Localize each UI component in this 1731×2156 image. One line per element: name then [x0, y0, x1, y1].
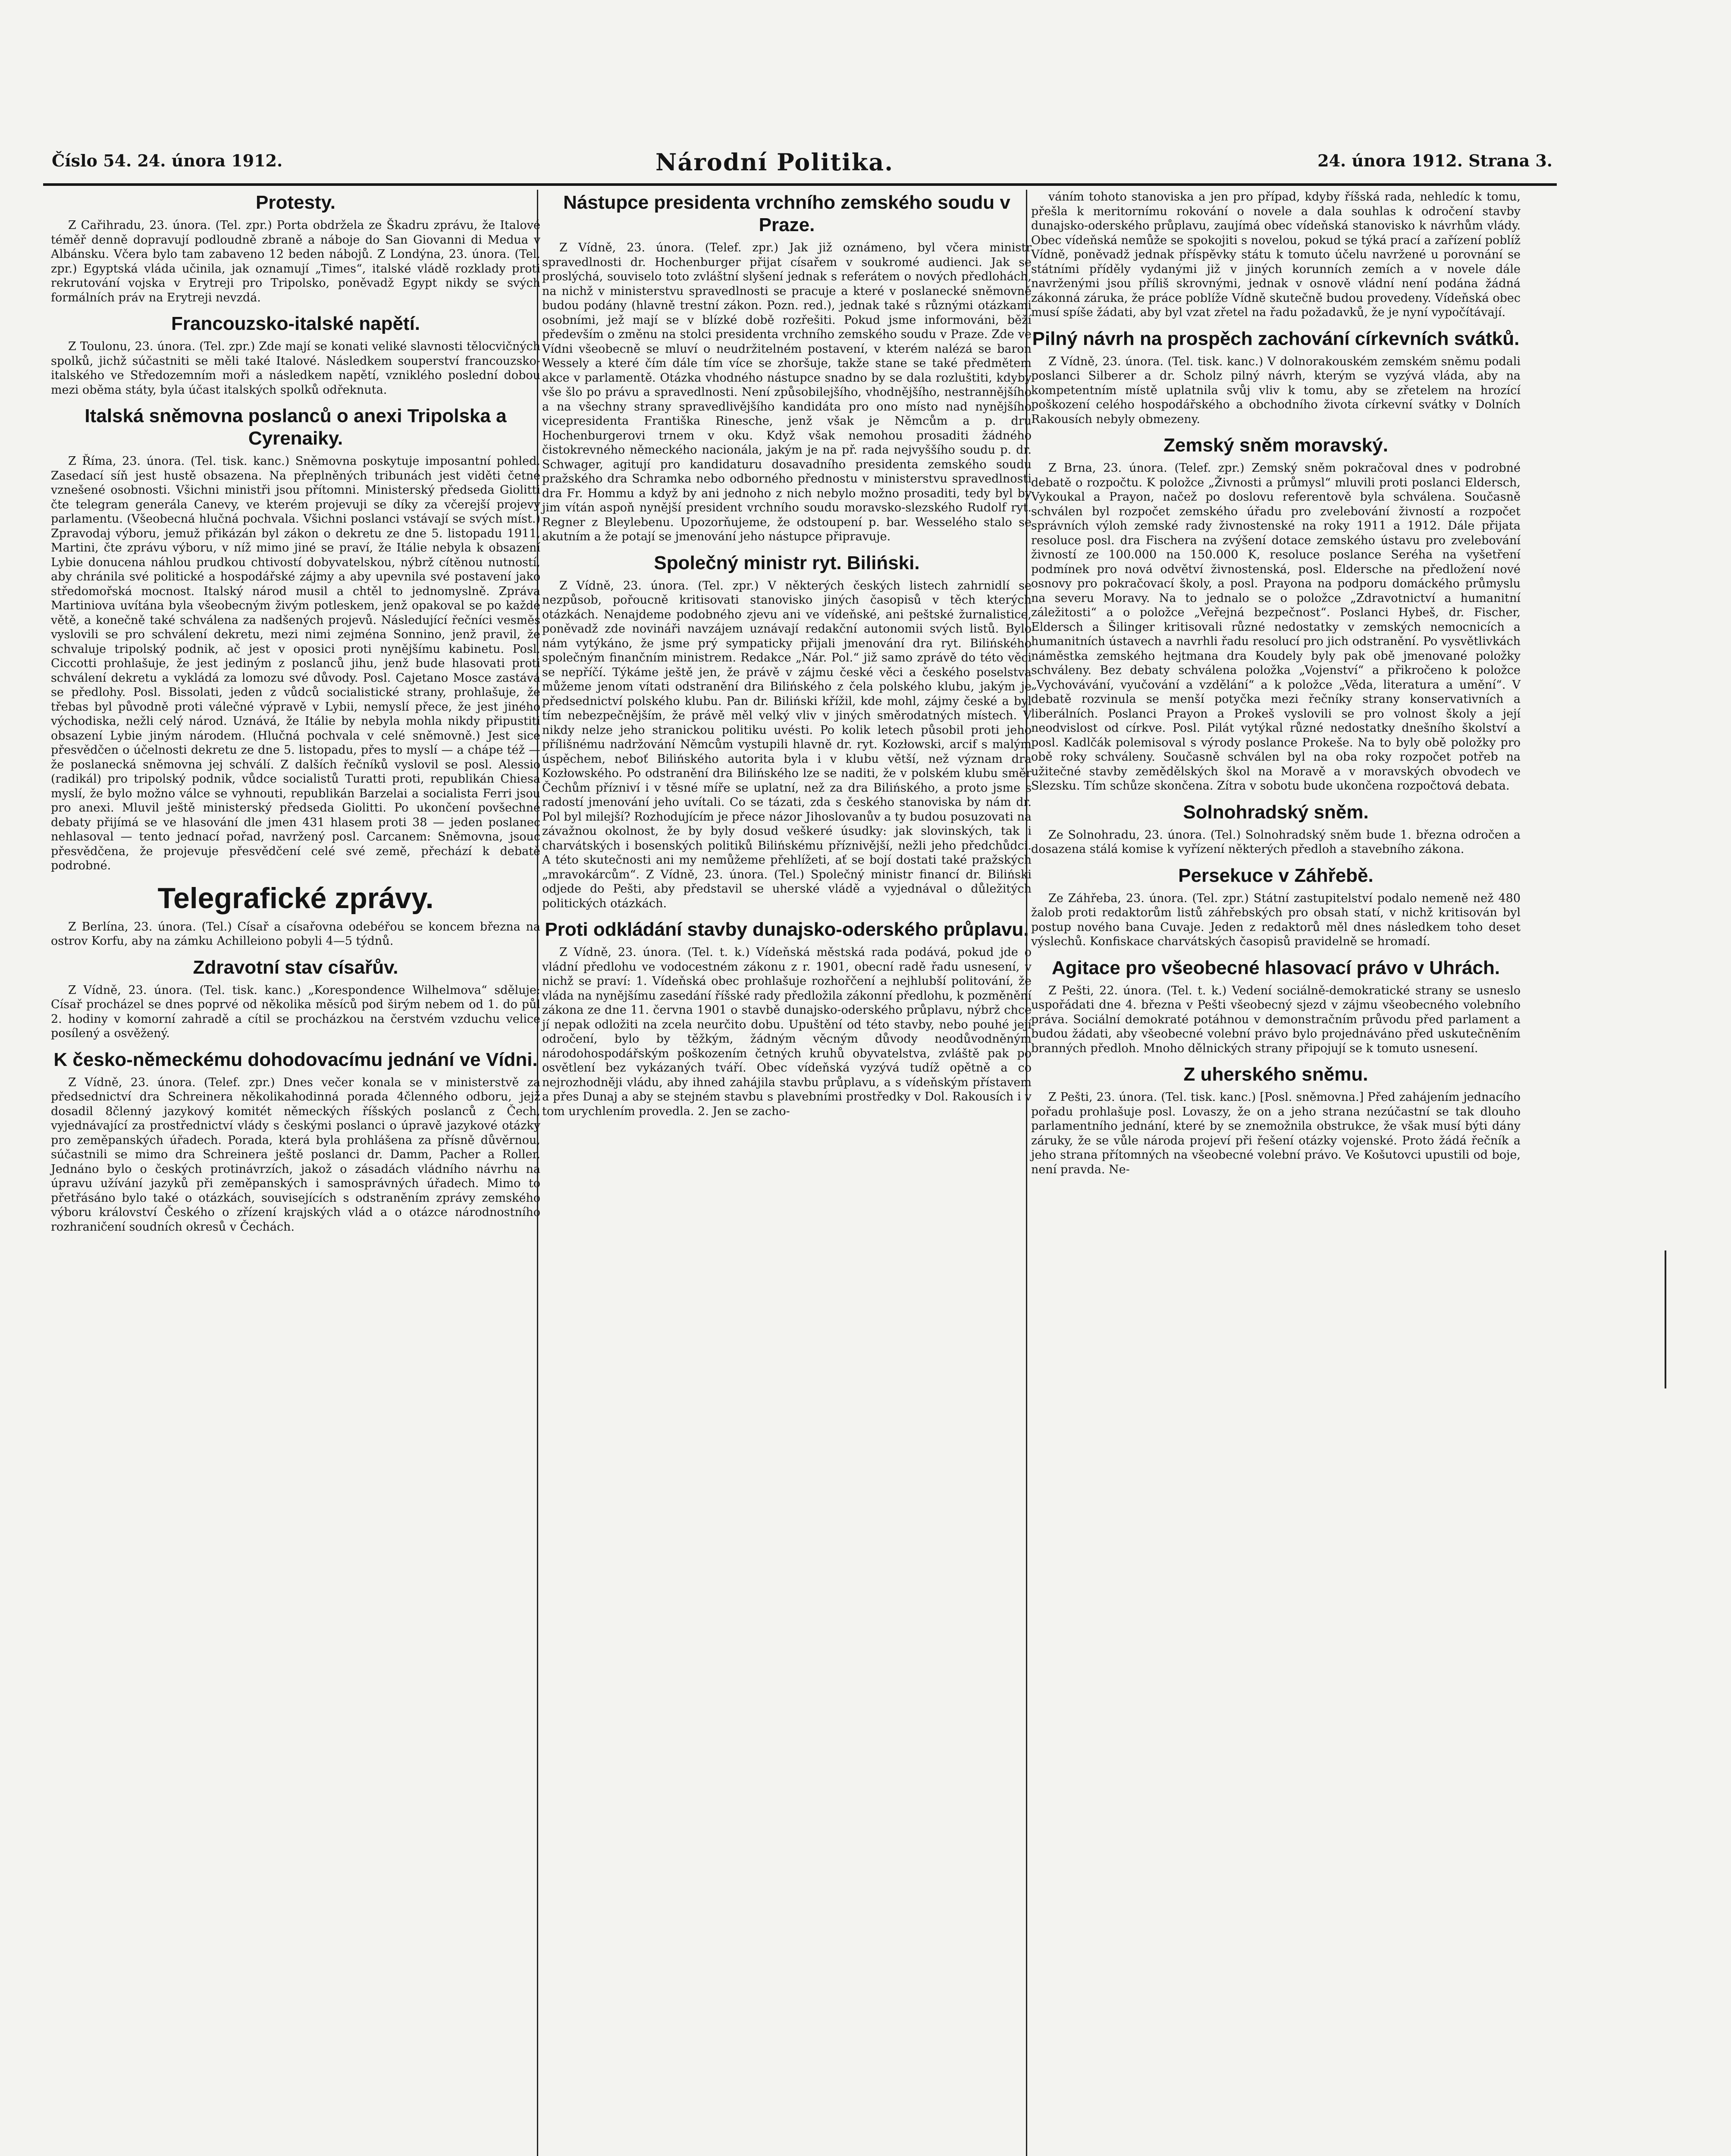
article-body: Z Vídně, 23. února. (Tel. t. k.) Vídeňská městská rada podává, pokud jde o vládní předlohu ve vodocestném zákonu z r. 1901, obecní radě řadu usnesení, v nichž se praví: 1. Vídeňská obec prohlašuje rozhořčení a nejhlubší politování, že vláda na nynějšímu zasedání říšské rady předložila zákonní předlohu, k pozměnění zákona ze dne 11. června 1901 o stavbě dunajsko-oderského průplavu, nýbrž chce jí nepak odložiti na zcela neurčito dobu. Upuštění od této stavby, nebo pouhé její odročení, bylo by těžkým, žádným věcným důvody neodůvodněným národohospodářským poškozením četných kruhů obyvatelstva, zvláště pak po osvětlení bez vykázaných tváří. Obec vídeňská vyzývá tudíž opětně a co nejrozhodněji vládu, aby ihned zahájila stavbu průplavu, a s vídeňským přístavem a přes Dunaj a aby se stejném stavbu s plavebními prostředky v Dol. Rakousích i v tom urychlením provedla. 2. Jen se zacho- [542, 946, 1032, 1118]
article [542, 191, 1032, 544]
article [51, 313, 540, 397]
date-and-page: 24. února 1912. Strana 3. [1317, 151, 1552, 170]
column-middle [542, 190, 1032, 1126]
article [51, 191, 540, 305]
article-body: Z Pešti, 23. února. (Tel. tisk. kanc.) [Posl. sněmovna.] Před zahájením jednacího pořadu prohlašuje posl. Lovaszy, že on a jeho strana nezúčastní se tak dlouho parlamentního jednání, které by se znemožnila obstrukce, že však musí býti dány záruky, že se vůle národa projeví při řešení otázky vojenské. Proto žádá řečník a jeho strana přítomných na všeobecné volební právo. Ve Košutovci upustili od boje, není pravda. Ne- [1031, 1091, 1521, 1176]
article-headline: Společný ministr ryt. Biliński. [654, 552, 920, 573]
article-body: Z Vídně, 23. února. (Tel. tisk. kanc.) „Korespondence Wilhelmova“ sděluje: Císař procházel se dnes poprvé od několika měsíců pod širým nebem od 1. do půl 2. hodiny v komorní zahradě a cítil se procházkou na čerstvém vzduchu velice posílený a osvěžený. [51, 983, 540, 1040]
article-body: váním tohoto stanoviska a jen pro případ, kdyby říšská rada, nehledíc k tomu, přešla k meritornímu rokování o novele a dala souhlas k odročení stavby dunajsko-oderského průplavu, zaujímá obec vídeňská stanovisko k návrhům vlády. Obec vídeňská nemůže se spokojiti s novelou, pokud se týká prací a zařízení poblíž Vídně, poněvadž jednak příspěvky státu k tomuto účelu navržené u porovnání se státními příděly vydanými již v jiných korunních zemích a v novele dále navrženými jsou příliš skrovnými, jednak v osnově vládní není podána žádná zákonná záruka, že práce poblíže Vídně skutečně budou provedeny. Vídeňská obec musí spíše žádati, aby byl vzat zřetel na řadu požadavků, že je nyní vypočítávají. [1031, 190, 1521, 319]
column-left [51, 190, 540, 1242]
article-headline: Pilný návrh na prospěch zachování církevních svátků. [1032, 328, 1520, 349]
article [1031, 434, 1521, 793]
article [1031, 328, 1521, 427]
article-headline: Nástupce presidenta vrchního zemského soudu v Praze. [563, 192, 1010, 235]
article-headline: Persekuce v Záhřebě. [1178, 865, 1374, 886]
article [542, 552, 1032, 911]
article-body: Z Berlína, 23. února. (Tel.) Císař a císařovna odebéřou se koncem března na ostrov Korfu, aby na zámku Achilleiono pobyli 4—5 týdnů. [51, 920, 540, 948]
article-headline: K česko-německému dohodovacímu jednání ve Vídni. [53, 1049, 538, 1070]
header-rule [43, 183, 1557, 186]
article-headline: Solnohradský sněm. [1183, 801, 1369, 823]
article [51, 1049, 540, 1235]
article [51, 956, 540, 1041]
article-headline: Italská sněmovna poslanců o anexi Tripolska a Cyrenaiky. [85, 405, 507, 449]
article-headline: Z uherského sněmu. [1183, 1064, 1368, 1085]
article-headline: Zdravotní stav císařův. [193, 956, 398, 978]
page-header [52, 148, 1552, 181]
article-body: Z Pešti, 22. února. (Tel. t. k.) Vedení sociálně-demokratické strany se usneslo uspořádati dne 4. března v Pešti všeobecný sjezd v zájmu všeobecného volebního práva. Sociální demokraté potáhnou v demonstračním průvodu před parlament a budou žádati, aby všeobecné volební právo bylo projednáváno před uskutečněním branných předloh. Mnoho dělnických strany připojují se k tomuto usnesení. [1031, 984, 1521, 1055]
article-body: Ze Záhřeba, 23. února. (Tel. zpr.) Státní zastupitelství podalo nemeně než 480 žalob proti redaktorům listů záhřebských pro obsah statí, v nichž kritisován byl postup nového bana Cuvaje. Jeden z redaktorů měl dnes následkem toho deset výslechů. Konfiskace charvátských časopisů pravidelně se hromadí. [1031, 891, 1521, 948]
article-body: Ze Solnohradu, 23. února. (Tel.) Solnohradský sněm bude 1. března odročen a dosazena stálá komise k vyřízení některých předloh a stavebního zákona. [1031, 828, 1521, 856]
article [1031, 1063, 1521, 1177]
article-headline: Agitace pro všeobecné hlasovací právo v Uhrách. [1051, 957, 1500, 978]
margin-scratch [1665, 1250, 1666, 1388]
article [1031, 190, 1521, 320]
article-body: Z Vídně, 23. února. (Tel. zpr.) V některých českých listech zahrnidlí se nezpůsob, pořoucně kritisovati stanovisko jiných časopisů v těch kterých otázkách. Nenajdeme podobného zjevu ani ve vídeňské, ani peštské žurnalistice, poněvadž zde novináři navzájem uznávají redakční autonomii svých listů. Bylo nám vytýkáno, že jsme prý sympaticky přijali jmenování dra ryt. Bilińského společným finančním ministrem. Redakce „Nár. Pol.“ již samo zprávě do této věci se nepříčí. Týkáme ještě jen, že právě v zájmu české věci a českého poselstva můžeme jenom vítati odstranění dra Bilińského z čela polského klubu, jakým je předsednictví polského klubu. Pan dr. Biliński křížil, kde mohl, zájmy české a byl tím nebezpečnějším, že právě měl velký vliv v jiných směrodatných místech. V nikdy nelze jeho stranickou politiku uvésti. Po kolik letech působil proti jeho přílišnému nadržování Němcům vystupili hlavně dr. ryt. Kozłowski, arcif s malým úspěchem, neboť Bilińského autorita byla i v klubu větší, než význam dra Kozłowského. Po odstranění dra Bilińského lze se naditi, že v polském klubu směr Čechům přízniví i v těsné míře se uplatní, než za dra Bilińského, a proto jsme s radostí jmenování jeho uvítali. Co se tázati, zda s českého stanoviska by nám dr. Pol byl milejší? Rozhodujícím je přece názor Jihoslovanův a ty budou posuzovati na závažnou okolnost, že by byly dosud veškeré úsudky: jak slovinských, tak i charvátských i bosenských politiků Bilińskému příznivější, nežli jeho předchůdci. A této skutečnosti ani my nemůžeme přehlížeti, ať se bojí dostati také pražských „mravokárcům“. Z Vídně, 23. února. (Tel.) Společný ministr financí dr. Biliński odjede do Pešti, aby představil se uherské vládě a vyjednával o důležitých politických otázkách. [542, 579, 1032, 910]
article-headline: Telegrafické zprávy. [157, 881, 434, 915]
article [1031, 957, 1521, 1056]
article-body: Z Vídně, 23. února. (Tel. tisk. kanc.) V dolnorakouském zemském sněmu podali poslanci Silberer a dr. Scholz pilný návrh, kterým se vyzývá vláda, aby na kompetentním místě uplatnila svůj vliv k tomu, aby se zřetelem na hrozící poškození celého hospodářského a obchodního života církevní svátky v Dolních Rakousích nebyly obmezeny. [1031, 354, 1521, 426]
issue-number: Číslo 54. 24. února 1912. [52, 151, 283, 170]
article-body: Z Brna, 23. února. (Telef. zpr.) Zemský sněm pokračoval dnes v podrobné debatě o rozpočtu. K položce „Živnosti a průmysl“ mluvili proti poslanci Eldersch, Vykoukal a Prayon, načež po doslovu referentově byla schválena. Současně schválen byl rozpočet zemského úřadu pro zvelebování živností a rozpočet správních výloh zemské rady živnostenské na roky 1911 a 1912. Dále přijata resoluce posl. dra Fischera na zvýšení dotace zemského ústavu pro zvelebování živností ze 100.000 na 150.000 K, resoluce poslance Seréha na vyšetření podmínek pro nová odvětví živnostenská, posl. Eldersche na předložení nové osnovy pro pokračovací školy, a posl. Prayona na podporu domáckého průmyslu na severu Moravy. Na to jednalo se o položce „Zdravotnictví a humanitní záležitosti“ a o položce „Veřejná bezpečnost“. Poslanci Hybeš, dr. Fischer, Eldersch a Šilinger kritisovali různé nedostatky v zemských nemocnicích a humanitních ústavech a navrhli řadu resolucí pro jich odstranění. Po vysvětlivkách náměstka zemského hejtmana dra Koudely byly pak obě jmenované položky schváleny. Bez debaty schválena položka „Vojenství“ a přikročeno k položce „Vychovávání, vyučování a vzdělání“ a k položce „Věda, literatura a umění“. V debatě rozvinula se menší potyčka mezi řečníky strany konservativních a liberálních. Poslanci Prayon a Prokeš vyslovili se pro volnost školy a její neodvislost od církve. Posl. Pilát vytýkal různé nedostatky dnešního školství a posl. Kadlčák polemisoval s výrody poslance Prokeše. Na to byly obě položky pro obě roky schváleny. Současně schválen byl na oba roky rozpočet potřeb na užitečné stavby zemědělských škol na Moravě a v moravských obvodech ve Slezsku. Tím schůze skončena. Zítra v sobotu bude ukončena rozpočtová debata. [1031, 461, 1521, 793]
article-body: Z Vídně, 23. února. (Telef. zpr.) Jak již oznámeno, byl včera ministr spravedlnosti dr. Hochenburger přijat císařem v soukromé audienci. Jak se proslýchá, souviselo toto zvláštní slyšení jednak s referátem o nových předlohách, na nichž v ministerstvu spravedlnosti se pracuje a které v poslanecké sněmovně budou podány (hlavně trestní zákon. Pozn. red.), jednak také s různými otázkami osobními, jež mají se v blízké době rozřešiti. Pokud jsme informováni, běží především o změnu na stolci presidenta vrchního zemského soudu v Praze. Zde ve Vídni všeobecně se mluví o neudržitelném postavení, v kterém nalézá se baron Wessely a které čím dále tím více se zhoršuje, takže stane se také předmětem akce v parlamentě. Otázka vhodného nástupce snadno by se dala rozluštiti, kdyby vše šlo po právu a spravedlnosti. Není způsobilejšího, vhodnějšího, nestrannějšího a na všechny strany spravedlivějšího kandidáta pro ono místo nad nynějšího vicepresidenta Františka Rinesche, jenž však je Němcům a p. dru Hochenburgerovi trnem v oku. Když však nemohou prosaditi žádného čistokrevného německého nacionála, jakým je na př. rada nejvyššího soudu p. dr. Schwager, agitují pro kandidaturu dosavadního presidenta zemského soudu pražského dra Schramka nebo odborného přednostu v ministerstvu spravedlnosti dra Fr. Hommu a když by ani jednoho z nich nebylo možno prosaditi, tedy byl by jim vítán aspoň nynější president vrchního soudu moravsko-slezského Rudolf ryt. Regner z Bleylebenu. Upozorňujeme, že odstoupení p. bar. Wesselého stalo se akutním a že potají se jmenování jeho nástupce připravuje. [542, 241, 1032, 543]
article-headline: Zemský sněm moravský. [1163, 435, 1388, 456]
article [51, 405, 540, 873]
article-headline: Francouzsko-italské napětí. [171, 313, 420, 334]
masthead-title: Národní Politika. [655, 148, 894, 176]
article-body: Z Říma, 23. února. (Tel. tisk. kanc.) Sněmovna poskytuje imposantní pohled. Zasedací síň jest hustě obsazena. Na přeplněných tribunách jest viděti četné vznešené osobnosti. Všichni ministři jsou přítomni. Ministerský předseda Giolitti čte telegram generála Canevy, ve kterém projevuji se díky za včerejší projevy parlamentu. (Všeobecná hlučná pochvala. Všichni poslanci vstávají se svých míst.) Zpravodaj výboru, jemuž přikázán byl zákon o dekretu ze dne 5. listopadu 1911, Martini, čte zprávu výboru, v níž mimo jiné se praví, že Itálie nebyla k obsazení Lybie donucena náhlou prudkou chtivostí dobyvatelskou, nýbrž cítěnou nutností, aby chránila své politické a hospodářské zájmy a aby upevnila své postavení jako středomořská mocnost. Italský národ musil a chtěl to jednomyslně. Zpráva Martiniova uvítána byla všeobecným živým potleskem, jenž opakoval se po každé větě, a konečně také schválena za nadšených projevů. Následující řečníci vesměs vyslovili se pro schválení dekretu, mezi nimi zejména Sonnino, jenž pravil, že schvaluje tripolský podnik, ač jest v oposici proti nynějšímu kabinetu. Posl. Ciccotti prohlašuje, že jest jediným z poslanců jihu, jenž bude hlasovati proti schválení dekretu a vykládá za lomozu své důvody. Posl. Cajetano Mosce zastává se předlohy. Posl. Bissolati, jeden z vůdců socialistické strany, prohlašuje, že třebas byl původně proti válečné výpravě v Lybii, nemyslí přece, že jest jiného východiska, nežli celý národ. Uznává, že Itálie by nebyla mohla nikdy připustiti obsazení Lybie jiným národem. (Hlučná pochvala v celé sněmovně.) Jest sice přesvědčen o účelnosti dekretu ze dne 5. listopadu, přes to myslí — a chápe též — že poslanecká sněmovna jej schválí. Z dalších řečníků vyslovil se posl. Alessio (radikál) pro tripolský podnik, vůdce socialistů Turatti proti, republikán Chiesa myslí, že bylo možno válce se vyhnouti, republikán Barzelai a socialista Ferri jsou pro anexi. Mluvil ještě ministerský předseda Giolitti. Po ukončení povšechné debaty přijímá se ve hlasování dle jmen 431 hlasem proti 38 — jeden poslanec nehlasoval — tento jednací pořad, navržený posl. Carcanem: Sněmovna, jsouc přesvědčena, že projevuje přesvědčení celé své země, přechází k debatě podrobné. [51, 454, 540, 872]
article-headline: Protesty. [255, 192, 336, 213]
article-body: Z Vídně, 23. února. (Telef. zpr.) Dnes večer konala se v ministerstvě za předsednictví dra Schreinera několikahodinná porada 4členného odboru, jejž dosadil 8členný jazykový komitét německých říšských poslanců z Čech, vyjednávající za prostřednictví vlády s českými poslanci o úpravě jazykové otázky pro zeměpanských úřadech. Porada, která byla prohlášena za přísně důvěrnou, súčastnili se mimo dra Schreinera ještě poslanci dr. Damm, Pacher a Roller. Jednáno bylo o českých protinávrzích, jakož o zásadách vládního návrhu na úpravu užívání jazyků při zeměpanských i samosprávných úřadech. Mimo to přetřásáno bylo také o otázkách, souvisejících s odstraněním zprávy zemského výboru království Českého o zřízení krajských vlád a o otázce národnostního rozhraničení soudních okresů v Čechách. [51, 1075, 540, 1234]
article-headline: Proti odkládání stavby dunajsko-oderského průplavu. [545, 919, 1029, 940]
article [542, 918, 1032, 1119]
article-body: Z Cařihradu, 23. února. (Tel. zpr.) Porta obdržela ze Škadru zprávu, že Italové téměř denně dopravují podloudně zbraně a náboje do San Giovanni di Medua v Albánsku. Včera bylo tam zabaveno 12 beden nábojů. Z Londýna, 23. února. (Tel. zpr.) Egyptská vláda učinila, jak oznamují „Times“, italské vládě rozklady proti rekrutování vojska v Erytreji pro Tripolsko, poněvadž Egypt nikdy se svých formálních práv na Erytreji nevzdá. [51, 219, 540, 304]
column-right [1031, 190, 1521, 1185]
article [51, 881, 540, 949]
article-body: Z Toulonu, 23. února. (Tel. zpr.) Zde mají se konati veliké slavnosti tělocvičných spolků, jichž súčastniti se měli také Italové. Následkem souperství francouzsko-italského ve Středozemním moři a následkem napětí, vzniklého poslední dobou mezi oběma státy, byla účast italských spolků odřeknuta. [51, 340, 540, 397]
article [1031, 865, 1521, 949]
article [1031, 801, 1521, 857]
